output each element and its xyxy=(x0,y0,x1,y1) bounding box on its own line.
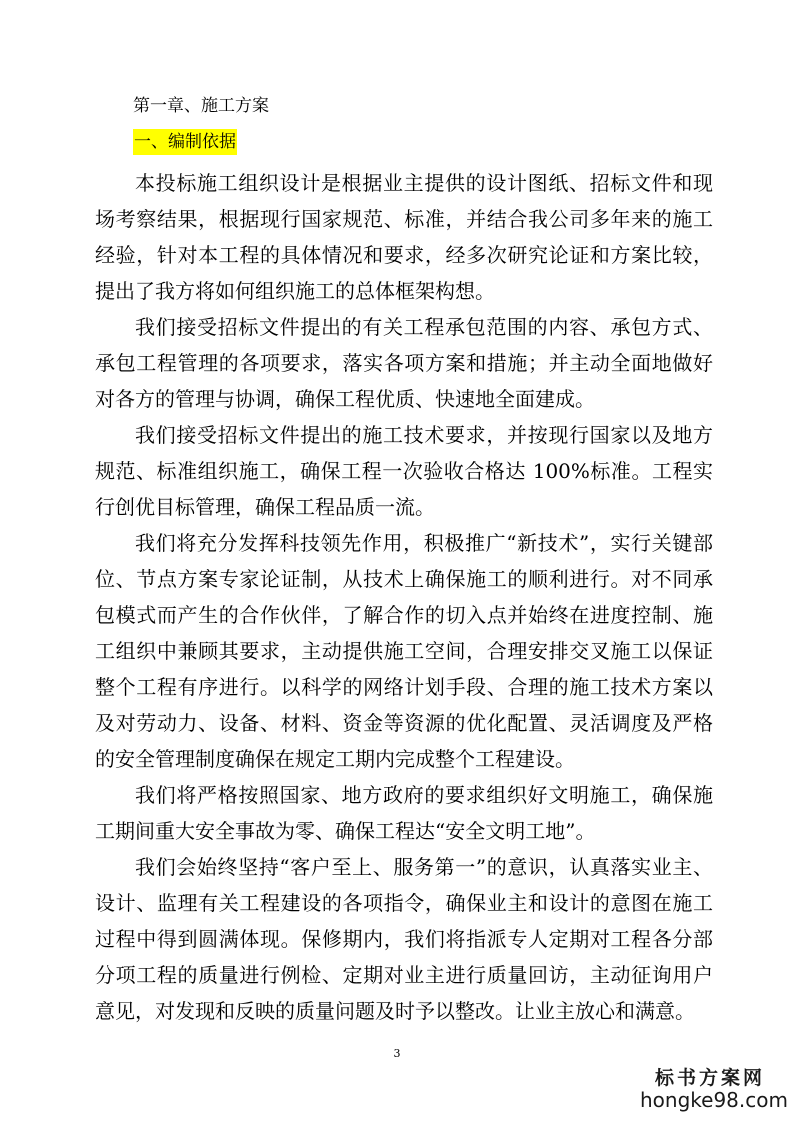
paragraph-technical-requirements: 我们接受招标文件提出的施工技术要求，并按现行国家以及地方规范、标准组织施工，确保工程一次验收合格达 100%标准。工程实行创优目标管理，确保工程品质一流。 xyxy=(95,423,713,519)
watermark-site-name: 标书方案网 xyxy=(654,1067,765,1089)
page-number: 3 xyxy=(393,1047,401,1060)
body-text xyxy=(95,165,713,1029)
chapter-title: 第一章、施工方案 xyxy=(133,96,269,116)
site-watermark xyxy=(640,1067,788,1112)
section-heading-highlighted: 一、编制依据 xyxy=(133,129,237,155)
paragraph-contract-scope: 我们接受招标文件提出的有关工程承包范围的内容、承包方式、承包工程管理的各项要求，落实各项方案和措施；并主动全面地做好对各方的管理与协调，确保工程优质、快速地全面建成。 xyxy=(95,315,713,411)
paragraph-customer-service: 我们会始终坚持“客户至上、服务第一”的意识，认真落实业主、设计、监理有关工程建设的各项指令，确保业主和设计的意图在施工过程中得到圆满体现。保修期内，我们将指派专人定期对工程各分部分项工程的质量进行例检、定期对业主进行质量回访，主动征询用户意见，对发现和反映的质量问题及时予以整改。让业主放心和满意。 xyxy=(95,855,713,1023)
paragraph-technology: 我们将充分发挥科技领先作用，积极推广“新技术”，实行关键部位、节点方案专家论证制，从技术上确保施工的顺利进行。对不同承包模式而产生的合作伙伴，了解合作的切入点并始终在进度控制、施工组织中兼顾其要求，主动提供施工空间，合理安排交叉施工以保证整个工程有序进行。以科学的网络计划手段、合理的施工技术方案以及对劳动力、设备、材料、资金等资源的优化配置、灵活调度及严格的安全管理制度确保在规定工期内完成整个工程建设。 xyxy=(95,531,713,771)
watermark-url: hongke98.com xyxy=(640,1088,788,1112)
paragraph-civilized-construction: 我们将严格按照国家、地方政府的要求组织好文明施工，确保施工期间重大安全事故为零、确保工程达“安全文明工地”。 xyxy=(95,783,713,843)
paragraph-basis: 本投标施工组织设计是根据业主提供的设计图纸、招标文件和现场考察结果，根据现行国家规范、标准，并结合我公司多年来的施工经验，针对本工程的具体情况和要求，经多次研究论证和方案比较，提出了我方将如何组织施工的总体框架构想。 xyxy=(95,171,713,303)
